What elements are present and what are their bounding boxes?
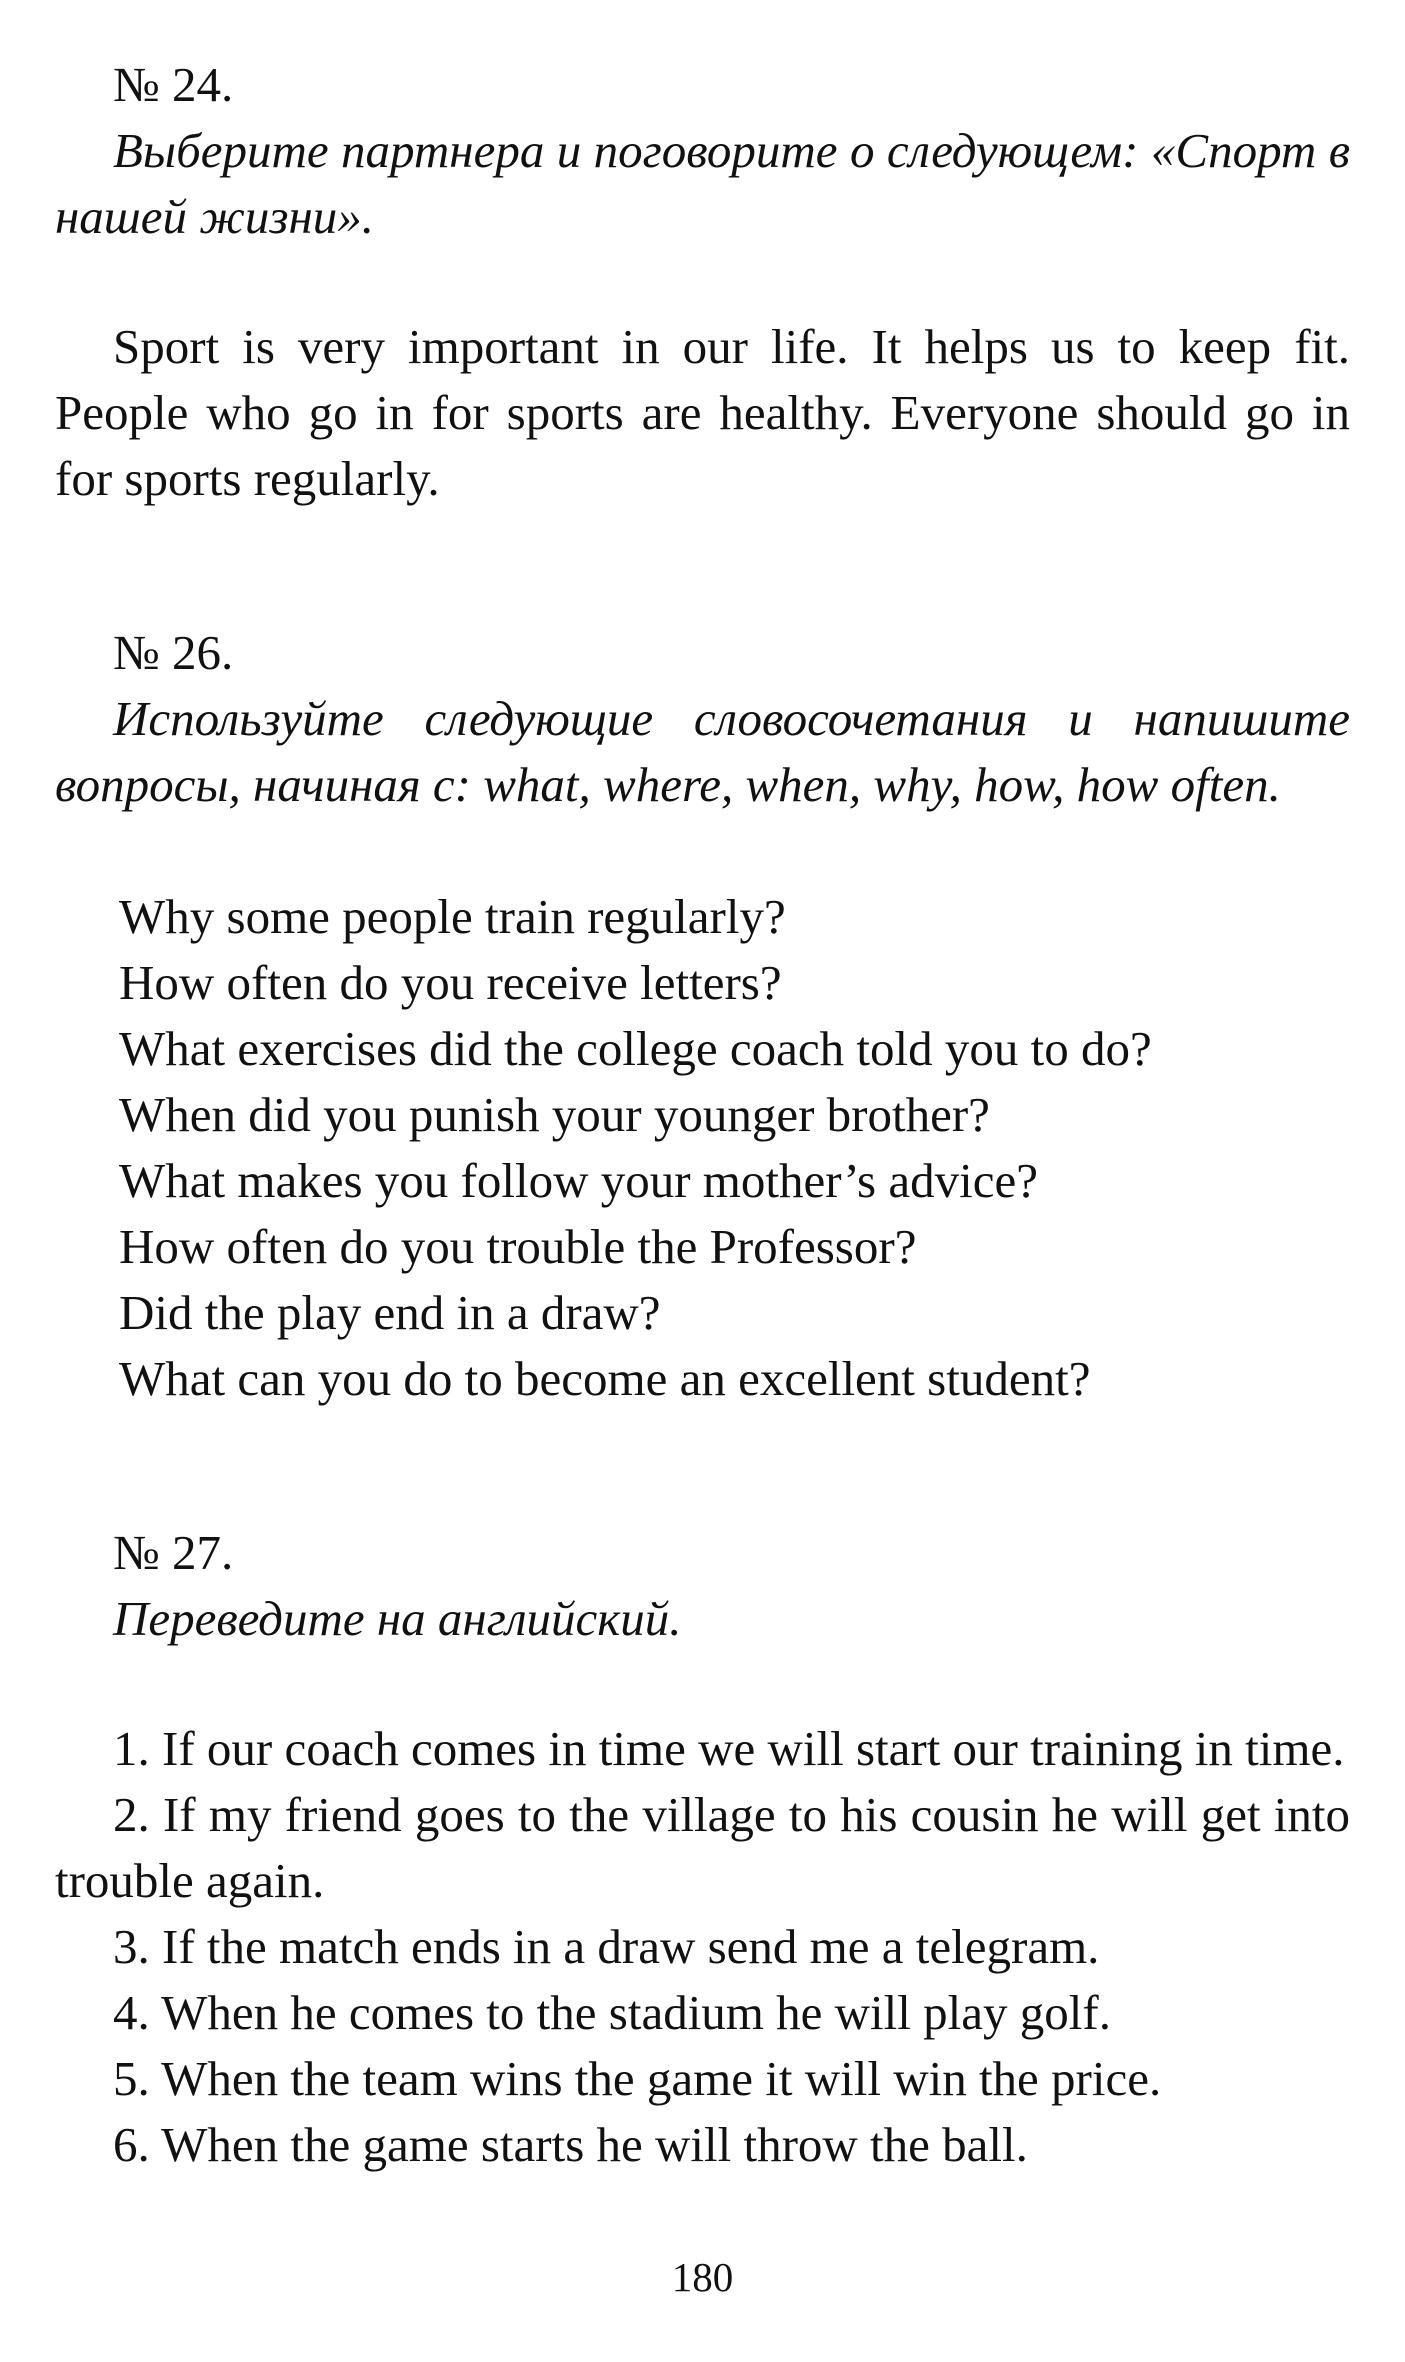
translation-item: 3. If the match ends in a draw send me a telegram. (113, 1919, 1100, 1974)
spacer (55, 818, 1350, 884)
exercise-26 (55, 620, 1350, 1412)
question-item: How often do you receive letters? (119, 955, 782, 1010)
exercise-26-instruction: Используйте следующие словосочетания и напишите вопросы, начиная с: what, where, when, why, how, how often. (55, 691, 1350, 812)
exercise-27-instruction: Переведите на английский. (113, 1591, 682, 1646)
question-item: Why some people train regularly? (119, 889, 786, 944)
exercise-24-number: № 24. (113, 57, 234, 112)
exercise-27-items (55, 1716, 1350, 2178)
exercise-26-questions (55, 884, 1350, 1412)
question-item: What can you do to become an excellent student? (119, 1351, 1091, 1406)
question-item: How often do you trouble the Professor? (119, 1219, 917, 1274)
page-number: 180 (671, 2254, 734, 2300)
translation-item: 2. If my friend goes to the village to his cousin he will get into trouble again. (55, 1787, 1350, 1908)
translation-item: 5. When the team wins the game it will win the price. (113, 2051, 1162, 2106)
exercise-24-instruction: Выберите партнера и поговорите о следующем: «Спорт в нашей жизни». (55, 123, 1350, 244)
translation-item: 4. When he comes to the stadium he will play golf. (113, 1985, 1111, 2040)
exercise-24 (55, 52, 1350, 512)
exercise-27 (55, 1520, 1350, 2178)
exercise-27-number: № 27. (113, 1525, 234, 1580)
spacer (55, 250, 1350, 314)
exercise-26-number: № 26. (113, 625, 234, 680)
question-item: When did you punish your younger brother? (119, 1087, 990, 1142)
spacer (55, 1652, 1350, 1716)
spacer (55, 512, 1350, 620)
question-item: What exercises did the college coach told you to do? (119, 1021, 1152, 1076)
translation-item: 1. If our coach comes in time we will start our training in time. (113, 1721, 1345, 1776)
question-item: Did the play end in a draw? (119, 1285, 661, 1340)
question-item: What makes you follow your mother’s advice? (119, 1153, 1038, 1208)
page-content (55, 52, 1350, 2178)
translation-item: 6. When the game starts he will throw the ball. (113, 2117, 1028, 2172)
exercise-24-text: Sport is very important in our life. It helps us to keep fit. People who go in for sports are healthy. Everyone should go in for sports regularly. (55, 319, 1350, 506)
spacer (55, 1412, 1350, 1520)
